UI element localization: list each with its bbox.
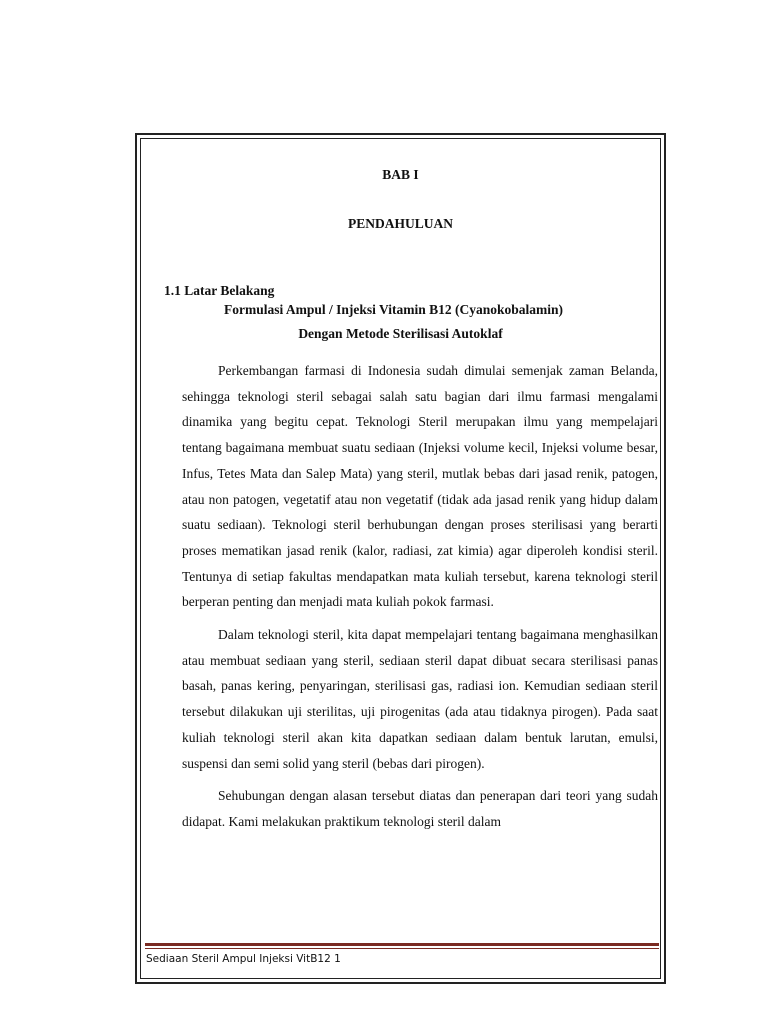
paragraph: Perkembangan farmasi di Indonesia sudah dimulai semenjak zaman Belanda, sehingga teknologi steril sebagai salah satu bagian dari ilmu farmasi mengalami dinamika yang begitu cepat. Teknologi Steril merupakan ilmu yang mempelajari tentang bagaimana membuat suatu sediaan (Injeksi volume kecil, Injeksi volume besar, Infus, Tetes Mata dan Salep Mata) yang steril, mutlak bebas dari jasad renik, patogen, atau non patogen, vegetatif atau non vegetatif (tidak ada jasad renik yang hidup dalam suatu sediaan). Teknologi steril berhubungan dengan proses sterilisasi yang berarti proses mematikan jasad renik (kalor, radiasi, zat kimia) agar diperoleh kondisi steril. Tentunya di setiap fakultas mendapatkan mata kuliah tersebut, karena teknologi steril berperan penting dan menjadi mata kuliah pokok farmasi. <box>182 363 658 610</box>
paragraph: Dalam teknologi steril, kita dapat mempelajari tentang bagaimana menghasilkan atau membuat sediaan yang steril, sediaan steril dapat dibuat secara sterilisasi panas basah, panas kering, penyaringan, sterilisasi gas, radiasi ion. Kemudian sediaan steril tersebut dilakukan uji sterilitas, uji pirogenitas (ada atau tidaknya pirogen). Pada saat kuliah teknologi steril akan kita dapatkan sediaan dalam bentuk larutan, emulsi, suspensi dan semi solid yang steril (bebas dari pirogen). <box>182 627 658 771</box>
chapter-title: PENDAHULUAN <box>347 216 453 231</box>
footer-label: Sediaan Steril Ampul Injeksi VitB12 1 <box>146 953 341 965</box>
footer-rule-thin <box>145 948 659 949</box>
section-subtitle-line2: Dengan Metode Sterilisasi Autoklaf <box>298 326 503 341</box>
paragraph: Sehubungan dengan alasan tersebut diatas dan penerapan dari teori yang sudah didapat. Kami melakukan praktikum teknologi steril dalam <box>182 788 658 829</box>
section-heading: 1.1 Latar Belakang <box>164 283 275 298</box>
body-text <box>182 358 658 842</box>
section-subtitle-line1: Formulasi Ampul / Injeksi Vitamin B12 (Cyanokobalamin) <box>224 302 564 317</box>
chapter-number: BAB I <box>382 167 419 182</box>
footer-rule-thick <box>145 943 659 946</box>
